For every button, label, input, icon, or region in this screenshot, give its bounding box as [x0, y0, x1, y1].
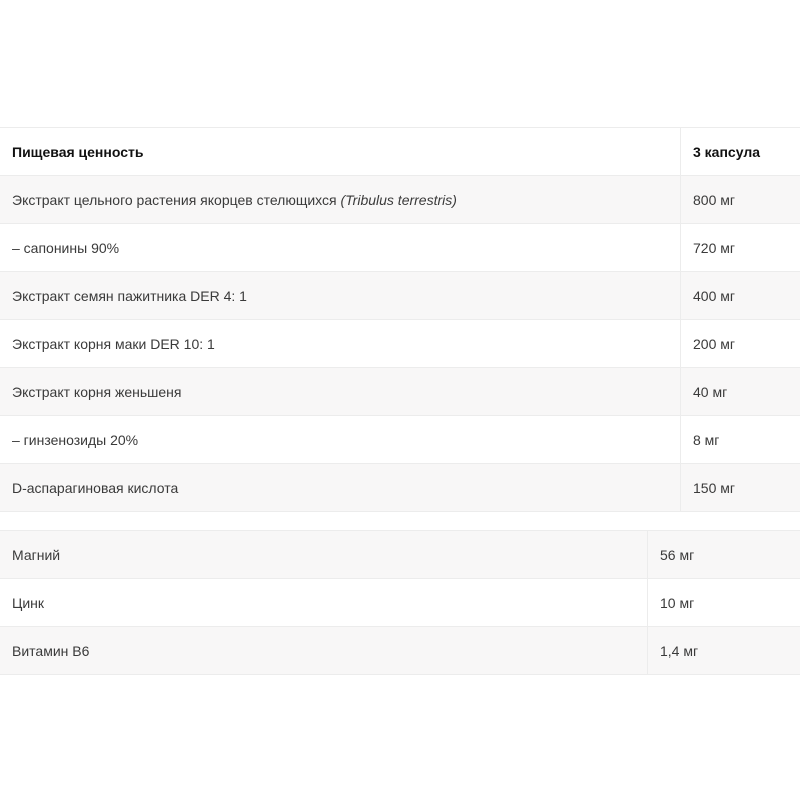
ingredient-amount: 150 мг: [681, 464, 800, 512]
header-amount-cell: 3 капсула: [681, 128, 800, 176]
mineral-amount: 10 мг: [648, 579, 800, 627]
ingredient-name: D-аспарагиновая кислота: [0, 464, 681, 512]
ingredient-name: [0, 176, 681, 224]
ingredient-amount: 720 мг: [681, 224, 800, 272]
table-row: [0, 320, 800, 368]
table-row: [0, 224, 800, 272]
table-row: [0, 627, 800, 675]
ingredient-name: Экстракт корня женьшеня: [0, 368, 681, 416]
ingredient-amount: 40 мг: [681, 368, 800, 416]
ingredient-amount: 400 мг: [681, 272, 800, 320]
minerals-table: [0, 530, 800, 675]
mineral-name: Магний: [0, 531, 648, 579]
ingredient-name: – сапонины 90%: [0, 224, 681, 272]
ingredient-latin-name: (Tribulus terrestris): [340, 191, 457, 208]
mineral-name: Витамин B6: [0, 627, 648, 675]
ingredient-amount: 8 мг: [681, 416, 800, 464]
mineral-amount: 56 мг: [648, 531, 800, 579]
table-row: [0, 368, 800, 416]
mineral-amount: 1,4 мг: [648, 627, 800, 675]
ingredient-amount: 200 мг: [681, 320, 800, 368]
header-name-cell: Пищевая ценность: [0, 128, 681, 176]
ingredient-amount: 800 мг: [681, 176, 800, 224]
table-row: [0, 416, 800, 464]
ingredient-name-text: Экстракт цельного растения якорцев стелющихся: [12, 191, 337, 208]
table-header-row: [0, 128, 800, 176]
table-row: [0, 272, 800, 320]
ingredient-name: Экстракт семян пажитника DER 4: 1: [0, 272, 681, 320]
ingredient-name: – гинзенозиды 20%: [0, 416, 681, 464]
table-row: [0, 531, 800, 579]
ingredient-name: Экстракт корня маки DER 10: 1: [0, 320, 681, 368]
nutrition-table: [0, 127, 800, 512]
table-row: [0, 176, 800, 224]
table-row: [0, 464, 800, 512]
mineral-name: Цинк: [0, 579, 648, 627]
table-row: [0, 579, 800, 627]
